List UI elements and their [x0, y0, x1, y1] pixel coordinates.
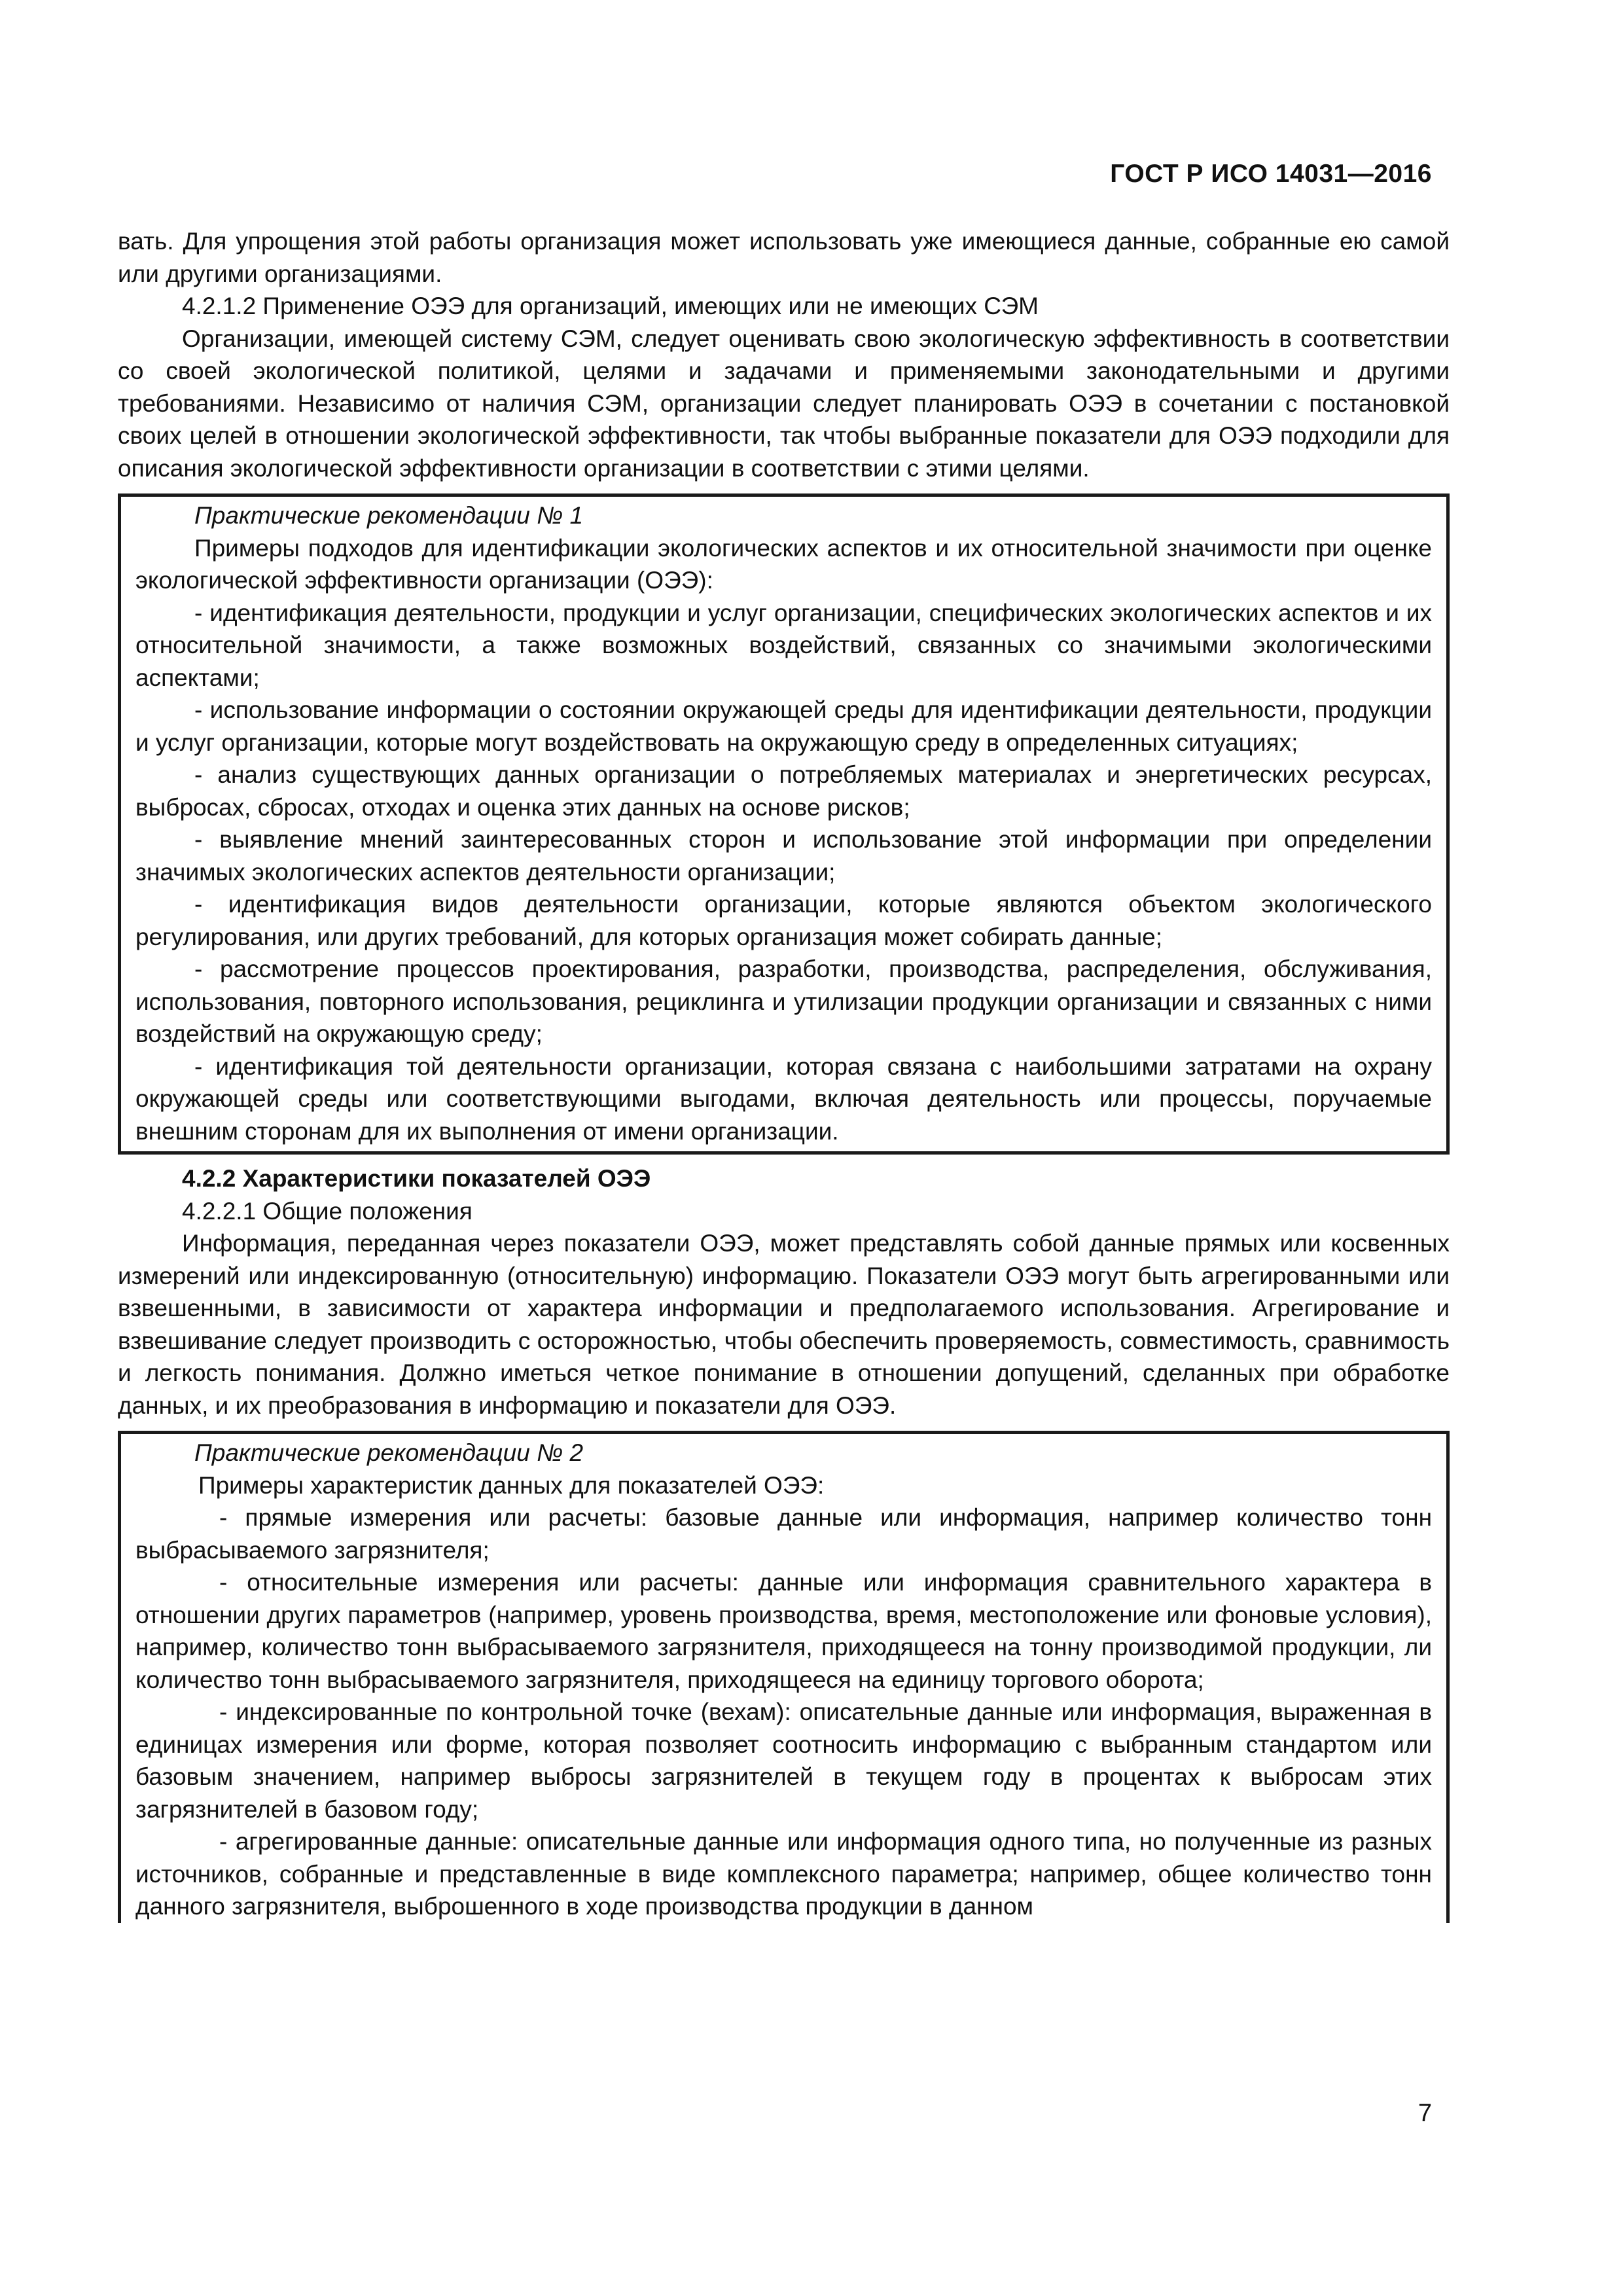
clause-heading-4-2-2-1: 4.2.2.1 Общие положения [182, 1197, 473, 1225]
section-paragraph: Информация, переданная через показатели ОЭЭ, может представлять собой данные прямых или косвенных измерений или индексированную (относительную) информацию. Показатели ОЭЭ могут быть агрегированными или взвешенными, в зависимости от характера информации и предполагаемого использования. Агрегирование и взвешивание следует производить с осторожностью, чтобы обеспечить проверяемость, совместимость, сравнимость и легкость понимания. Должно иметься четкое понимание в отношении допущений, сделанных при обработке данных, и их преобразования в информацию и показатели для ОЭЭ. [118, 1230, 1450, 1419]
list-item: - прямые измерения или расчеты: базовые данные или информация, например количество тонн выбрасываемого загрязнителя; [135, 1504, 1432, 1564]
intro-paragraph: вать. Для упрощения этой работы организация может использовать уже имеющиеся данные, собранные ею самой или другими организациями. [118, 228, 1450, 287]
list-item: - рассмотрение процессов проектирования, разработки, производства, распределения, обслуживания, использования, повторного использования, рециклинга и утилизации продукции организации и связанных с ними воздействий на окружающую среду; [135, 956, 1432, 1047]
page-number: 7 [1418, 2100, 1432, 2127]
list-item: - анализ существующих данных организации о потребляемых материалах и энергетических ресурсах, выбросах, сбросах, отходах и оценка этих данных на основе рисков; [135, 761, 1432, 821]
recommendation-box-2 [118, 1431, 1450, 1923]
recommendation-box-1 [118, 493, 1450, 1155]
list-item: - индексированные по контрольной точке (вехам): описательные данные или информация, выраженная в единицах измерения или форме, которая позволяет соотносить информацию с выбранным стандартом или базовым значением, например выбросы загрязнителей в текущем году в процентах к выбросам этих загрязнителей в базовом году; [135, 1698, 1432, 1823]
list-item: - идентификация той деятельности организации, которая связана с наибольшими затратами на охрану окружающей среды или соответствующими выгодами, включая деятельность или процессы, поручаемые внешним сторонам для их выполнения от имени организации. [135, 1052, 1432, 1145]
list-item: - относительные измерения или расчеты: данные или информация сравнительного характера в отношении других параметров (например, уровень производства, время, местоположение или фоновые условия), например, количество тонн выбрасываемого загрязнителя, приходящееся на тонну производимой продукции, ли количество тонн выбрасываемого загрязнителя, приходящееся на единицу торгового оборота; [135, 1569, 1432, 1693]
recommendation-title-2: Практические рекомендации № 2 [194, 1439, 584, 1466]
list-item: - агрегированные данные: описательные данные или информация одного типа, но полученные из разных источников, собранные и представленные в виде комплексного параметра; например, общее количество тонн данного загрязнителя, выброшенного в ходе производства продукции в данном [135, 1828, 1432, 1920]
list-item: - выявление мнений заинтересованных сторон и использование этой информации при определении значимых экологических аспектов деятельности организации; [135, 826, 1432, 886]
recommendation-lead-2: Примеры характеристик данных для показателей ОЭЭ: [198, 1471, 825, 1499]
document-header: ГОСТ Р ИСО 14031—2016 [1110, 160, 1432, 188]
recommendation-title-1: Практические рекомендации № 1 [194, 502, 584, 529]
intro-paragraph-2: Организации, имеющей систему СЭМ, следует оценивать свою экологическую эффективность в соответствии со своей экологической политикой, целями и задачами и применяемыми законодательными и другими требованиями. Независимо от наличия СЭМ, организации следует планировать ОЭЭ в сочетании с постановкой своих целей в отношении экологической эффективности, так чтобы выбранные показатели для ОЭЭ подходили для описания экологической эффективности организации в соответствии с этими целями. [118, 325, 1450, 482]
recommendation-lead-1: Примеры подходов для идентификации экологических аспектов и их относительной значимости при оценке экологической эффективности организации (ОЭЭ): [135, 534, 1432, 594]
clause-heading-4-2-1-2: 4.2.1.2 Применение ОЭЭ для организаций, имеющих или не имеющих СЭМ [182, 293, 1039, 319]
page-body [118, 225, 1450, 1923]
list-item: - идентификация видов деятельности организации, которые являются объектом экологического регулирования, или других требований, для которых организация может собирать данные; [135, 891, 1432, 950]
section-heading-4-2-2: 4.2.2 Характеристики показателей ОЭЭ [182, 1165, 651, 1192]
list-item: - использование информации о состоянии окружающей среды для идентификации деятельности, продукции и услуг организации, которые могут воздействовать на окружающую среду в определенных ситуациях; [135, 696, 1432, 756]
list-item: - идентификация деятельности, продукции и услуг организации, специфических экологических аспектов и их относительной значимости, а также возможных воздействий, связанных со значимыми экологическими аспектами; [135, 599, 1432, 691]
